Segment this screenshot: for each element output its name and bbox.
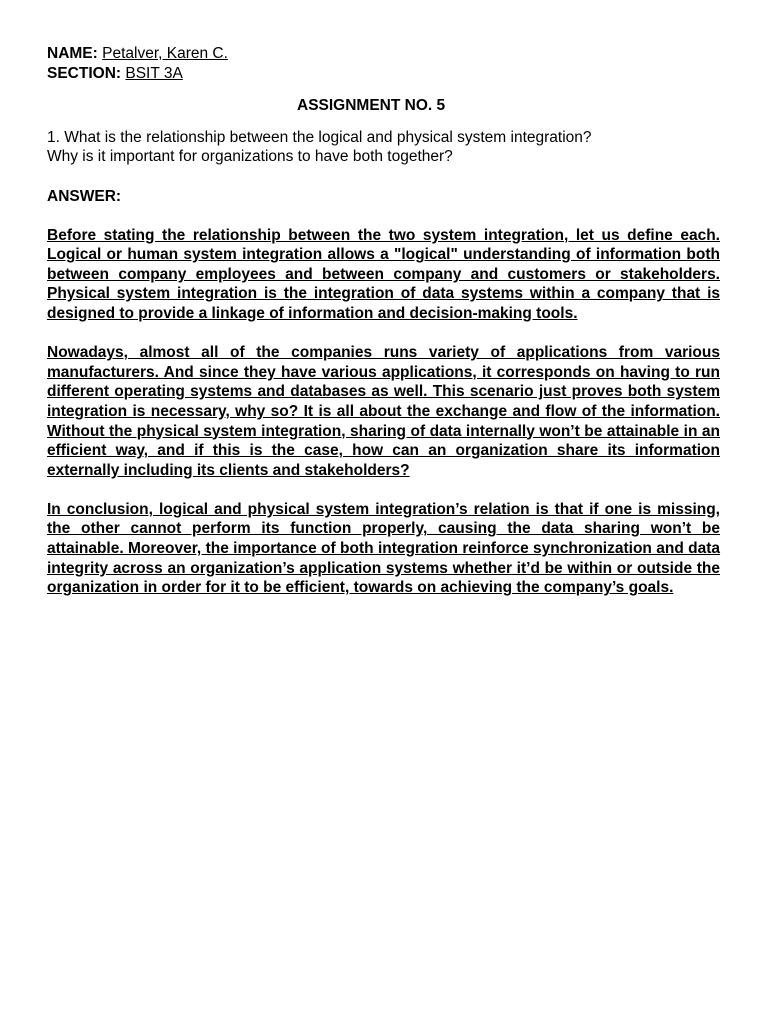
name-label: NAME: (47, 45, 98, 62)
assignment-title: ASSIGNMENT NO. 5 (297, 97, 446, 115)
section-line (47, 64, 720, 84)
section-label: SECTION: (47, 64, 122, 82)
assignment-document (47, 44, 720, 613)
student-name: Petalver, Karen C. (102, 45, 228, 62)
question-line-1: 1. What is the relationship between the logical and physical system integration? (47, 128, 592, 146)
section-value: BSIT 3A (125, 64, 183, 82)
answer-heading: ANSWER: (47, 187, 122, 205)
answer-paragraph-1: Before stating the relationship between the two system integration, let us define each. Logical or human system integration allows a "logical" understanding of information both between company employees and between company and customers or stakeholders. Physical system integration is the integration of data systems within a company that is designed to provide a linkage of information and decision-making tools. (47, 226, 720, 322)
answer-paragraph-2: Nowadays, almost all of the companies runs variety of applications from various manufacturers. And since they have various applications, it corresponds on having to run different operating systems and databases as well. This scenario just proves both system integration is necessary, why so? It is all about the exchange and flow of the information. Without the physical system integration, sharing of data internally won’t be attainable in an efficient way, and if this is the case, how can an organization share its information externally including its clients and stakeholders? (47, 344, 720, 479)
question-line-2: Why is it important for organizations to have both together? (47, 148, 453, 166)
name-line (47, 44, 720, 64)
question (47, 128, 720, 167)
answer-paragraph-3: In conclusion, logical and physical system integration’s relation is that if one is missing, the other cannot perform its function properly, causing the data sharing won’t be attainable. Moreover, the importance of both integration reinforce synchronization and data integrity across an organization’s application systems whether it’d be within or outside the organization in order for it to be efficient, towards on achieving the company’s goals. (47, 500, 720, 597)
